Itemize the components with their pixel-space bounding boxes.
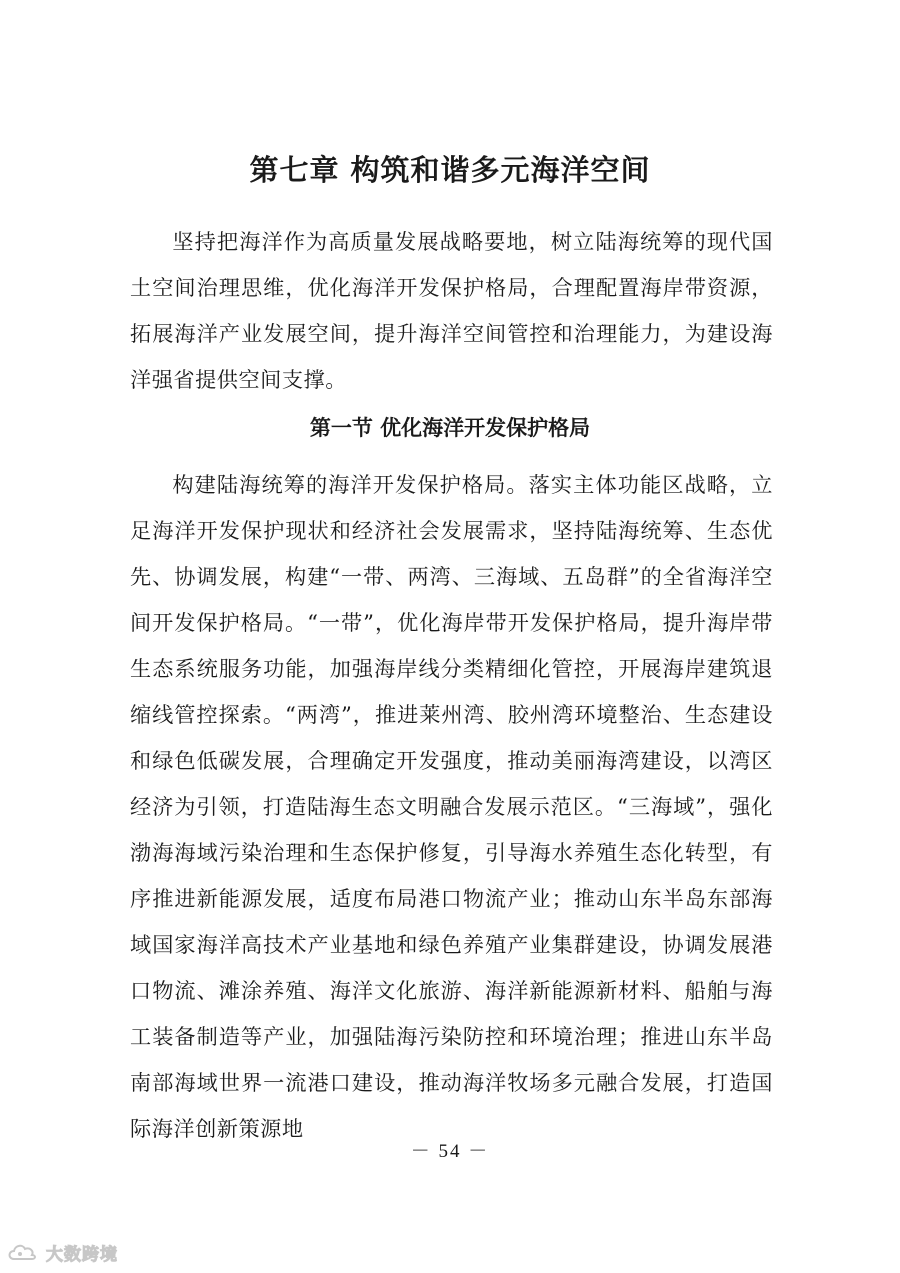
watermark-text: 大数跨境 — [46, 1244, 118, 1265]
section-paragraph: 构建陆海统筹的海洋开发保护格局。落实主体功能区战略，立足海洋开发保护现状和经济社会发展需求，坚持陆海统筹、生态优先、协调发展，构建“一带、两湾、三海域、五岛群”的全省海洋空间开发保护格局。“一带”，优化海岸带开发保护格局，提升海岸带生态系统服务功能，加强海岸线分类精细化管控，开展海岸建筑退缩线管控探索。“两湾”，推进莱州湾、胶州湾环境整治、生态建设和绿色低碳发展，合理确定开发强度，推动美丽海湾建设，以湾区经济为引领，打造陆海生态文明融合发展示范区。“三海域”，强化渤海海域污染治理和生态保护修复，引导海水养殖生态化转型，有序推进新能源发展，适度布局港口物流产业；推动山东半岛东部海域国家海洋高技术产业基地和绿色养殖产业集群建设，协调发展港口物流、滩涂养殖、海洋文化旅游、海洋新能源新材料、船舶与海工装备制造等产业，加强陆海污染防控和环境治理；推进山东半岛南部海域世界一流港口建设，推动海洋牧场多元融合发展，打造国际海洋创新策源地 — [130, 472, 773, 1141]
cloud-logo-icon — [6, 1241, 40, 1263]
chapter-title: 第七章 构筑和谐多元海洋空间 — [249, 153, 651, 187]
page-number: － 54 － — [410, 1141, 490, 1162]
intro-paragraph: 坚持把海洋作为高质量发展战略要地，树立陆海统筹的现代国土空间治理思维，优化海洋开发保护格局，合理配置海岸带资源，拓展海洋产业发展空间，提升海洋空间管控和治理能力，为建设海洋强省提供空间支撑。 — [130, 229, 773, 392]
section-title: 第一节 优化海洋开发保护格局 — [309, 416, 591, 440]
watermark — [6, 1238, 118, 1266]
